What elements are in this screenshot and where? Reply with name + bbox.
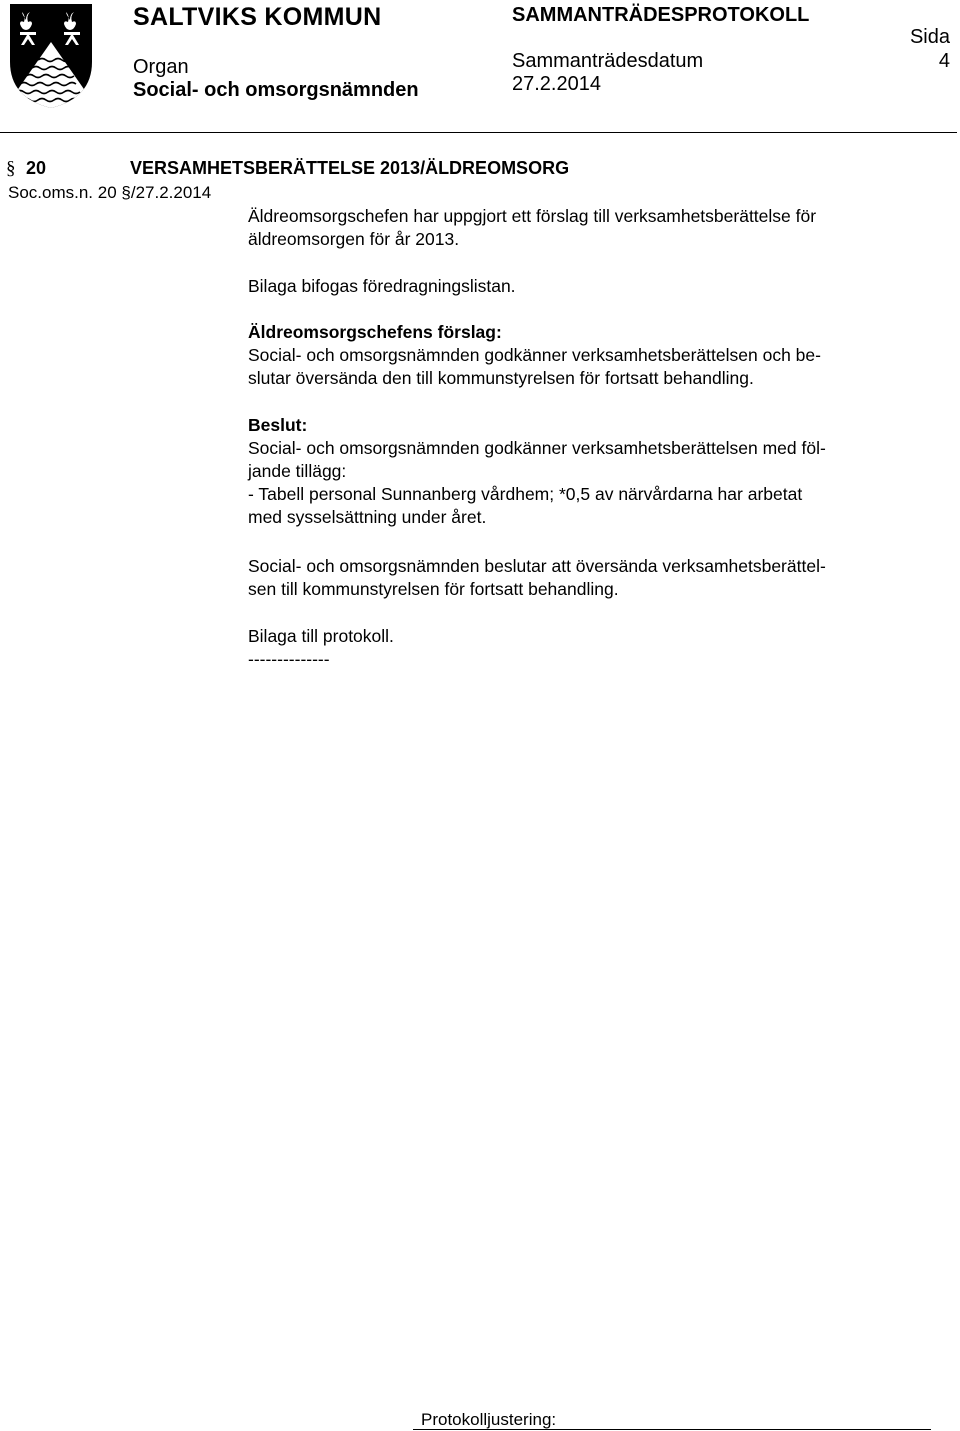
decision-line-4: med sysselsättning under året. (248, 507, 487, 527)
proposal-block (248, 321, 938, 390)
proposal-line-1: Social- och omsorgsnämnden godkänner verksamhetsberättelsen och be- (248, 345, 821, 365)
section-title: VERSAMHETSBERÄTTELSE 2013/ÄLDREOMSORG (130, 158, 570, 178)
organ-value: Social- och omsorgsnämnden (133, 79, 419, 101)
intro-line-2: äldreomsorgen för år 2013. (248, 229, 460, 249)
paragraph-symbol: § (6, 158, 16, 179)
proposal-line-2: slutar översända den till kommunstyrelsen för fortsatt behandling. (248, 368, 754, 388)
section-reference: Soc.oms.n. 20 §/27.2.2014 (8, 183, 212, 202)
intro-paragraph (248, 205, 938, 251)
separator-line: -------------- (248, 649, 330, 669)
meeting-date-label: Sammanträdesdatum (512, 50, 704, 72)
second-decision-line-2: sen till kommunstyrelsen för fortsatt behandling. (248, 579, 619, 599)
meeting-date-value: 27.2.2014 (512, 73, 601, 95)
appendix-block (248, 625, 938, 671)
decision-line-2: jande tillägg: (248, 461, 347, 481)
second-decision-line-1: Social- och omsorgsnämnden beslutar att översända verksamhetsberättel- (248, 556, 826, 576)
header-divider (0, 132, 957, 133)
attachment-note-text: Bilaga bifogas föredragningslistan. (248, 276, 516, 296)
page-label: Sida (909, 26, 950, 48)
protocol-verification-label: Protokolljustering: (421, 1410, 557, 1429)
second-decision-block (248, 555, 938, 601)
section-number: 20 (26, 158, 47, 178)
decision-block (248, 414, 938, 529)
page-number: 4 (938, 50, 950, 72)
signature-line (413, 1429, 931, 1430)
decision-line-3: - Tabell personal Sunnanberg vårdhem; *0,5 av närvårdarna har arbetat (248, 484, 803, 504)
decision-line-1: Social- och omsorgsnämnden godkänner verksamhetsberättelsen med föl- (248, 438, 826, 458)
proposal-heading: Äldreomsorgschefens förslag: (248, 322, 502, 342)
document-title: SAMMANTRÄDESPROTOKOLL (512, 4, 810, 26)
organ-label: Organ (133, 56, 189, 78)
intro-line-1: Äldreomsorgschefen har uppgjort ett förslag till verksamhetsberättelse för (248, 206, 817, 226)
attachment-note (248, 275, 938, 298)
municipal-coat-of-arms-logo (8, 2, 94, 110)
appendix-note: Bilaga till protokoll. (248, 626, 394, 646)
municipality-name: SALTVIKS KOMMUN (133, 3, 382, 31)
decision-heading: Beslut: (248, 415, 308, 435)
